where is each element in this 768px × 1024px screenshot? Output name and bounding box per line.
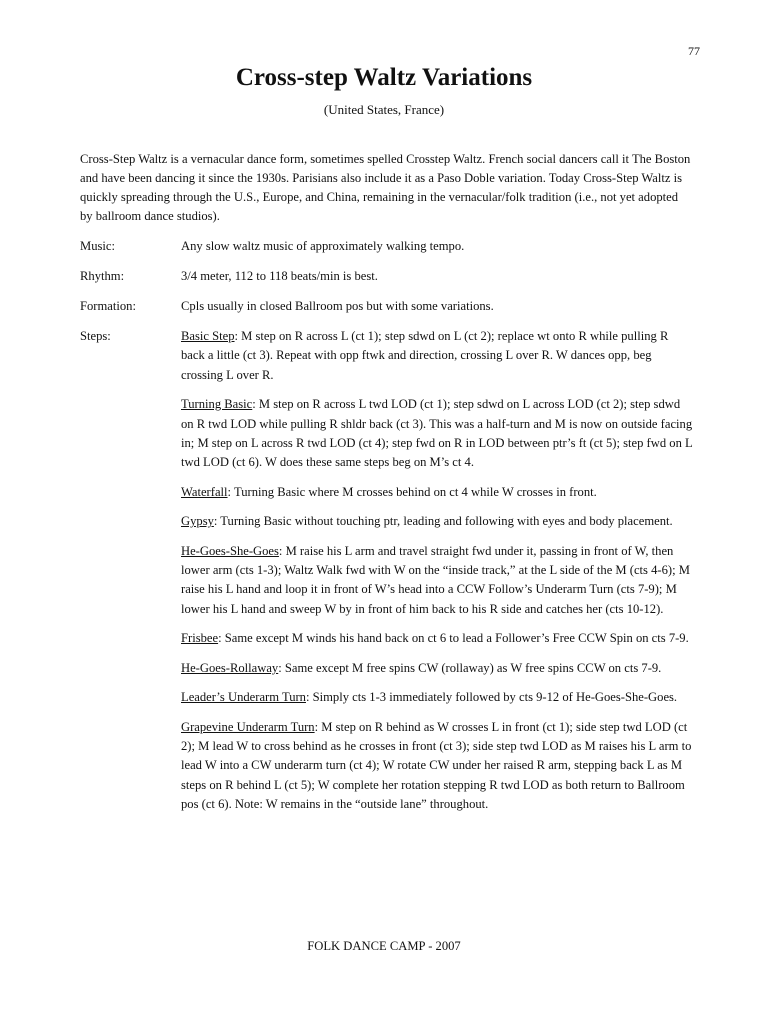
step-text: : M raise his L arm and travel straight fwd under it, passing in front of W, then lower arm (cts 1-3); Waltz Walk fwd with W on the “inside track,” at the L side of the M (cts 4-6); M raise his L hand and loop it in front of W’s head into a CCW Follow’s Underarm Turn (cts 7-9); M lower his L hand and sweep W by in front of him back to his R side and catches her (cts 10-12). bbox=[181, 543, 690, 616]
step-text: : Turning Basic without touching ptr, leading and following with eyes and body placement. bbox=[213, 514, 673, 529]
step-name: Waterfall bbox=[181, 484, 228, 499]
field-value-formation: Cpls usually in closed Ballroom pos but with some variations. bbox=[181, 299, 494, 313]
step-name: Frisbee bbox=[181, 631, 219, 646]
step-he-goes-she-goes bbox=[181, 542, 693, 620]
intro-paragraph: Cross-Step Waltz is a vernacular dance form, sometimes spelled Crosstep Waltz. French social dancers call it The Boston and have been dancing it since the 1930s. Parisians also include it as a Paso Doble variation. Today Cross-Step Waltz is quickly spreading through the U.S., Europe, and China, remaining in the vernacular/folk tradition (i.e., not yet adopted by ballroom dance studios). bbox=[80, 152, 691, 223]
step-name: Leader’s Underarm Turn bbox=[181, 690, 306, 705]
step-grapevine-underarm-turn bbox=[181, 718, 693, 815]
step-text: : Same except M winds his hand back on ct 6 to lead a Follower’s Free CCW Spin on cts 7-9. bbox=[218, 631, 689, 646]
field-label-steps: Steps: bbox=[80, 329, 111, 343]
step-he-goes-rollaway bbox=[181, 659, 693, 678]
step-text: : Turning Basic where M crosses behind on ct 4 while W crosses in front. bbox=[227, 484, 597, 499]
page-number: 77 bbox=[688, 44, 700, 58]
field-label-formation: Formation: bbox=[80, 299, 136, 313]
step-name: Turning Basic bbox=[181, 397, 253, 412]
step-frisbee bbox=[181, 629, 693, 648]
step-name: He-Goes-She-Goes bbox=[181, 543, 279, 558]
step-waterfall bbox=[181, 483, 693, 502]
step-name: He-Goes-Rollaway bbox=[181, 660, 279, 675]
field-label-music: Music: bbox=[80, 239, 115, 253]
step-text: : Simply cts 1-3 immediately followed by cts 9-12 of He-Goes-She-Goes. bbox=[305, 690, 678, 705]
field-label-rhythm: Rhythm: bbox=[80, 269, 125, 283]
step-text: : Same except M free spins CW (rollaway) as W free spins CCW on cts 7-9. bbox=[278, 660, 662, 675]
step-basic-step bbox=[181, 327, 693, 385]
step-text: : M step on R behind as W crosses L in front (ct 1); side step twd LOD (ct 2); M lead W to cross behind as he crosses in front (ct 3); side step twd LOD as M raises his L arm to lead W into a CW underarm turn (ct 4); W rotate CW under her raised R arm, stepping back L as M steps on R behind L (ct 5); W complete her rotation stepping R twd LOD as both return to Ballroom pos (ct 6). Note: W remains in the “outside lane” throughout. bbox=[181, 719, 692, 812]
page-title: Cross-step Waltz Variations bbox=[235, 64, 533, 91]
step-name: Gypsy bbox=[181, 514, 214, 529]
field-value-music: Any slow waltz music of approximately walking tempo. bbox=[181, 239, 465, 253]
step-name: Grapevine Underarm Turn bbox=[181, 719, 315, 734]
page-subtitle: (United States, France) bbox=[323, 102, 445, 117]
step-name: Basic Step bbox=[181, 329, 235, 343]
step-gypsy bbox=[181, 512, 693, 531]
step-text: : M step on R across L (ct 1); step sdwd on L (ct 2); replace wt onto R while pulling R back a little (ct 3). Repeat with opp ftwk and direction, crossing L over R. W dances opp, beg crossing L over R. bbox=[181, 329, 669, 382]
field-value-rhythm: 3/4 meter, 112 to 118 beats/min is best. bbox=[181, 269, 378, 283]
step-leaders-underarm-turn bbox=[181, 688, 693, 707]
step-text: : M step on R across L twd LOD (ct 1); step sdwd on L across LOD (ct 2); step sdwd on R twd LOD while pulling R shldr back (ct 3). This was a half-turn and M is now on outside facing in; M step on L across R twd LOD (ct 4); step fwd on R in LOD between ptr’s ft (ct 5); step fwd on L twd LOD (ct 6). W does these same steps beg on M’s ct 4. bbox=[181, 397, 693, 470]
page-footer: FOLK DANCE CAMP - 2007 bbox=[307, 939, 461, 953]
steps-list bbox=[181, 327, 693, 825]
step-turning-basic bbox=[181, 395, 693, 473]
